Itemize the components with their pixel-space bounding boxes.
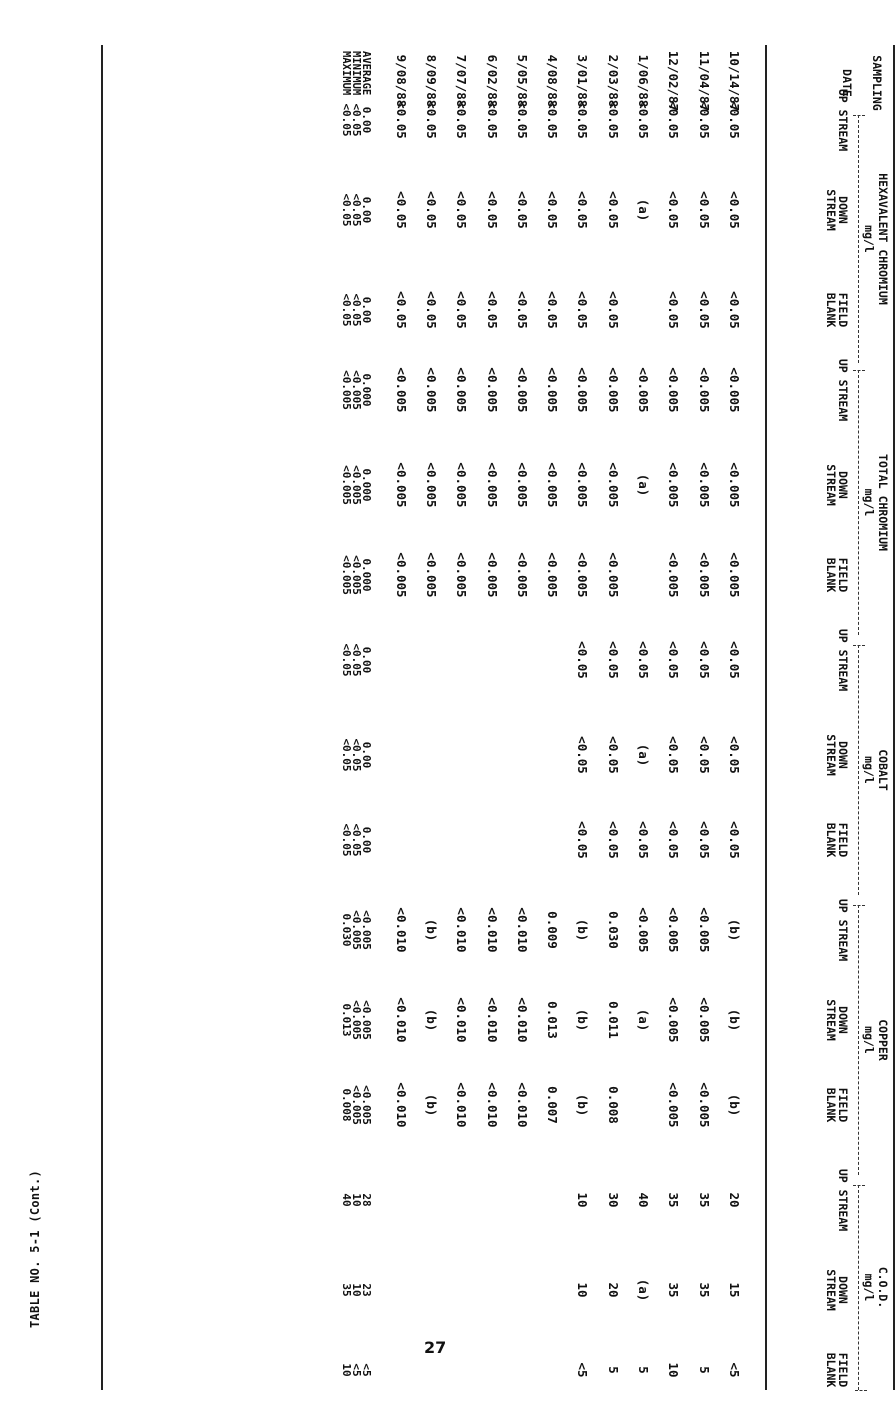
table-cell: <0.05 xyxy=(514,291,530,329)
summary-cell: 0.00 <0.05 <0.05 xyxy=(340,643,373,677)
table-cell: <0.05 xyxy=(454,291,470,329)
table-cell: <0.005 xyxy=(424,462,439,508)
table-cell: <0.005 xyxy=(514,462,530,508)
table-cell: <0.010 xyxy=(514,997,530,1043)
table-cell: <0.005 xyxy=(696,552,712,598)
subcol-header-4-0: UP STREAM xyxy=(836,1168,850,1232)
table-cell: <0.005 xyxy=(666,907,682,953)
table-cell: <0.005 xyxy=(454,462,470,508)
table-cell: 0.011 xyxy=(605,1001,621,1039)
table-cell: <0.005 xyxy=(666,997,682,1043)
table-cell: <0.05 xyxy=(696,821,712,859)
table-cell: <0.05 xyxy=(605,291,621,329)
subcol-header-4-1: DOWN STREAM xyxy=(824,1269,850,1311)
table-cell: <0.005 xyxy=(454,367,470,413)
table-cell: (b) xyxy=(575,918,591,942)
subcol-header-3-1: DOWN STREAM xyxy=(824,999,850,1041)
table-cell: <0.005 xyxy=(696,1082,712,1128)
table-cell: <0.05 xyxy=(727,641,742,679)
table-cell: <0.05 xyxy=(454,101,470,139)
table-cell: (b) xyxy=(424,1093,439,1117)
table-cell: (b) xyxy=(575,1093,591,1117)
table-cell: <0.005 xyxy=(605,367,621,413)
data-table xyxy=(95,45,895,1388)
subcol-header-2-2: FIELD BLANK xyxy=(824,822,850,858)
subcol-header-1-2: FIELD BLANK xyxy=(824,557,850,593)
date-cell: 4/08/88 xyxy=(545,54,561,108)
table-cell: <0.005 xyxy=(514,367,530,413)
table-cell: <0.005 xyxy=(454,552,470,598)
table-cell: 20 xyxy=(727,1192,742,1208)
table-cell: <0.05 xyxy=(424,291,439,329)
table-cell: (b) xyxy=(727,1008,742,1032)
table-cell: <5 xyxy=(575,1362,591,1378)
table-cell: <0.010 xyxy=(393,997,409,1043)
date-cell: 1/06/88 xyxy=(636,54,652,108)
table-cell: <0.005 xyxy=(545,552,561,598)
table-cell: <0.05 xyxy=(666,641,682,679)
table-cell: <0.005 xyxy=(424,552,439,598)
table-cell: <0.005 xyxy=(696,367,712,413)
table-cell: (b) xyxy=(424,918,439,942)
summary-cell: <0.005 <0.005 0.030 xyxy=(340,910,373,950)
group-divider-2 xyxy=(858,645,859,895)
subcol-header-0-0: UP STREAM xyxy=(836,88,850,152)
group-tick-1 xyxy=(853,370,865,371)
table-cell: (a) xyxy=(636,1008,652,1032)
table-cell: <0.05 xyxy=(727,736,742,774)
group-tick-2 xyxy=(853,645,865,646)
page-number: 27 xyxy=(424,1338,447,1357)
subcol-header-2-0: UP STREAM xyxy=(836,628,850,692)
table-cell: 10 xyxy=(666,1362,682,1378)
table-cell: <0.05 xyxy=(575,641,591,679)
subcol-header-0-2: FIELD BLANK xyxy=(824,292,850,328)
summary-cell: 0.00 <0.05 <0.05 xyxy=(340,738,373,772)
table-cell: <0.05 xyxy=(666,291,682,329)
summary-cell: 0.00 <0.05 <0.05 xyxy=(340,193,373,227)
table-cell: <0.05 xyxy=(605,821,621,859)
table-cell: <0.005 xyxy=(696,997,712,1043)
table-cell: <0.010 xyxy=(393,907,409,953)
subcol-header-4-2: FIELD BLANK xyxy=(824,1352,850,1388)
group-unit-3: mg/l xyxy=(862,1026,876,1054)
table-cell: <0.05 xyxy=(666,191,682,229)
table-cell: <0.010 xyxy=(514,907,530,953)
table-cell: 35 xyxy=(666,1282,682,1298)
group-divider-1 xyxy=(858,370,859,635)
table-cell: <0.05 xyxy=(696,641,712,679)
summary-cell: 0.00 <0.05 <0.05 xyxy=(340,293,373,327)
table-cell: 0.013 xyxy=(545,1001,561,1039)
summary-cell: <0.005 <0.005 0.008 xyxy=(340,1085,373,1125)
table-cell: 0.008 xyxy=(605,1086,621,1124)
table-cell: <0.05 xyxy=(696,291,712,329)
table-cell: <0.005 xyxy=(666,367,682,413)
group-divider-4 xyxy=(858,1185,859,1390)
table-cell: 20 xyxy=(605,1282,621,1298)
table-cell: <0.005 xyxy=(545,462,561,508)
table-cell: <0.05 xyxy=(636,101,652,139)
table-cell: 30 xyxy=(605,1192,621,1208)
bottom-rule xyxy=(102,45,104,1390)
table-cell: <0.005 xyxy=(575,367,591,413)
table-cell: <0.005 xyxy=(393,552,409,598)
table-cell: <0.05 xyxy=(727,291,742,329)
group-header-4: C.O.D. xyxy=(876,1266,890,1309)
table-cell: <0.005 xyxy=(727,367,742,413)
summary-cell: 0.000 <0.005 <0.005 xyxy=(340,555,373,595)
date-cell: 8/09/88 xyxy=(424,54,439,108)
group-unit-1: mg/l xyxy=(862,488,876,517)
table-cell: <0.05 xyxy=(605,191,621,229)
table-cell: <0.05 xyxy=(545,291,561,329)
summary-cell: 23 10 35 xyxy=(340,1283,373,1297)
table-cell: <0.005 xyxy=(605,462,621,508)
subcol-header-1-0: UP STREAM xyxy=(836,358,850,422)
table-cell: <0.05 xyxy=(605,101,621,139)
table-cell: <0.005 xyxy=(575,552,591,598)
table-cell: <0.05 xyxy=(545,191,561,229)
table-cell: <0.005 xyxy=(484,462,500,508)
table-cell: <0.05 xyxy=(424,191,439,229)
table-cell: <0.05 xyxy=(514,101,530,139)
table-cell: 35 xyxy=(696,1192,712,1208)
table-cell: <0.005 xyxy=(393,367,409,413)
table-cell: 35 xyxy=(696,1282,712,1298)
table-cell: <0.005 xyxy=(636,367,652,413)
date-cell: 5/05/88 xyxy=(514,54,530,108)
header-rule xyxy=(765,45,767,1390)
table-cell: <0.05 xyxy=(575,191,591,229)
table-cell: <0.05 xyxy=(393,191,409,229)
table-cell: (b) xyxy=(575,1008,591,1032)
table-cell: <5 xyxy=(727,1362,742,1378)
table-cell: (b) xyxy=(727,1093,742,1117)
date-cell: 12/02/87 xyxy=(666,50,682,112)
table-cell: (a) xyxy=(636,1278,652,1302)
table-cell: <0.005 xyxy=(514,552,530,598)
group-tick-0 xyxy=(853,115,865,116)
table-cell: 0.007 xyxy=(545,1086,561,1124)
table-cell: <0.005 xyxy=(696,462,712,508)
group-tick-4 xyxy=(853,1185,865,1186)
table-cell: (a) xyxy=(636,743,652,767)
table-cell: <0.005 xyxy=(727,552,742,598)
group-divider-0 xyxy=(858,115,859,363)
rotated-table xyxy=(95,45,895,1388)
table-cell: <0.05 xyxy=(454,191,470,229)
table-cell: <0.010 xyxy=(454,997,470,1043)
table-cell: <0.05 xyxy=(545,101,561,139)
group-header-2: COBALT xyxy=(876,749,890,791)
table-cell: <0.010 xyxy=(484,1082,500,1128)
summary-cell: 0.00 <0.05 <0.05 xyxy=(340,823,373,857)
summary-cell: 0.000 <0.005 <0.005 xyxy=(340,370,373,410)
table-cell: 0.009 xyxy=(545,911,561,949)
table-cell: <0.05 xyxy=(636,821,652,859)
date-cell: 3/01/88 xyxy=(575,54,591,108)
table-cell: <0.005 xyxy=(727,462,742,508)
table-cell: 35 xyxy=(666,1192,682,1208)
group-tick-end xyxy=(855,1390,867,1391)
table-cell: <0.05 xyxy=(605,736,621,774)
table-cell: <0.05 xyxy=(727,821,742,859)
table-cell: (b) xyxy=(424,1008,439,1032)
table-cell: <0.010 xyxy=(484,907,500,953)
table-cell: <0.05 xyxy=(484,101,500,139)
subcol-header-0-1: DOWN STREAM xyxy=(824,189,850,231)
table-cell: <0.05 xyxy=(605,641,621,679)
table-cell: 5 xyxy=(605,1366,621,1374)
table-cell: <0.05 xyxy=(393,291,409,329)
table-cell: (a) xyxy=(636,473,652,497)
table-cell: 5 xyxy=(636,1366,652,1374)
table-cell: <0.010 xyxy=(514,1082,530,1128)
table-cell: 10 xyxy=(575,1192,591,1208)
group-header-0: HEXAVALENT CHROMIUM xyxy=(876,173,890,305)
summary-cell: 0.00 <0.05 <0.05 xyxy=(340,103,373,137)
group-header-3: COPPER xyxy=(876,1019,890,1061)
table-cell: <0.05 xyxy=(696,191,712,229)
group-tick-3 xyxy=(853,905,865,906)
date-cell: 6/02/88 xyxy=(484,54,500,108)
table-cell: <0.005 xyxy=(484,552,500,598)
table-cell: <0.005 xyxy=(424,367,439,413)
table-cell: <0.05 xyxy=(696,101,712,139)
table-cell: 40 xyxy=(636,1192,652,1208)
table-cell: <0.010 xyxy=(454,1082,470,1128)
date-cell: 9/08/88 xyxy=(393,54,409,108)
table-cell: <0.05 xyxy=(666,821,682,859)
table-cell: <0.05 xyxy=(575,291,591,329)
table-cell: <0.005 xyxy=(696,907,712,953)
summary-cell: 0.000 <0.005 <0.005 xyxy=(340,465,373,505)
table-cell: 5 xyxy=(696,1366,712,1374)
group-divider-3 xyxy=(858,905,859,1175)
table-cell: <0.05 xyxy=(727,191,742,229)
summary-cell: <5 <5 10 xyxy=(340,1363,373,1377)
table-cell: <0.05 xyxy=(727,101,742,139)
summary-cell: <0.005 <0.005 0.013 xyxy=(340,1000,373,1040)
group-unit-2: mg/l xyxy=(862,756,876,784)
table-cell: <0.05 xyxy=(393,101,409,139)
group-header-1: TOTAL CHROMIUM xyxy=(876,454,890,551)
table-cell: <0.05 xyxy=(484,291,500,329)
table-cell: <0.05 xyxy=(575,821,591,859)
date-cell: 10/14/87 xyxy=(727,50,742,112)
table-cell: 0.030 xyxy=(605,911,621,949)
table-cell: <0.05 xyxy=(666,101,682,139)
table-cell: 15 xyxy=(727,1282,742,1298)
subcol-header-3-0: UP STREAM xyxy=(836,898,850,962)
table-cell: <0.010 xyxy=(484,997,500,1043)
table-cell: <0.05 xyxy=(575,736,591,774)
table-cell: <0.005 xyxy=(666,1082,682,1128)
table-cell: <0.05 xyxy=(484,191,500,229)
table-cell: (a) xyxy=(636,198,652,222)
table-cell: <0.05 xyxy=(696,736,712,774)
table-cell: <0.005 xyxy=(636,907,652,953)
table-cell: <0.005 xyxy=(484,367,500,413)
table-cell: <0.010 xyxy=(454,907,470,953)
date-cell: 11/04/87 xyxy=(696,50,712,112)
table-cell: <0.005 xyxy=(545,367,561,413)
table-cell: <0.05 xyxy=(514,191,530,229)
date-cell: 2/03/88 xyxy=(605,54,621,108)
table-cell: <0.005 xyxy=(393,462,409,508)
table-cell: <0.05 xyxy=(636,641,652,679)
group-unit-0: mg/l xyxy=(862,225,876,253)
row-header-bottom: DATE xyxy=(840,69,854,97)
subcol-header-2-1: DOWN STREAM xyxy=(824,734,850,776)
table-cell: <0.005 xyxy=(605,552,621,598)
table-cell: <0.005 xyxy=(666,552,682,598)
summary-labels: AVERAGE MINIMUM MAXIMUM xyxy=(340,51,372,96)
subcol-header-1-1: DOWN STREAM xyxy=(824,464,850,506)
table-cell: <0.05 xyxy=(575,101,591,139)
table-cell: <0.05 xyxy=(424,101,439,139)
table-caption: TABLE NO. 5-1 (Cont.) xyxy=(28,1169,42,1328)
group-unit-4: mg/l xyxy=(862,1273,876,1302)
table-cell: <0.005 xyxy=(575,462,591,508)
subcol-header-3-2: FIELD BLANK xyxy=(824,1087,850,1123)
table-cell: <0.05 xyxy=(666,736,682,774)
date-cell: 7/07/88 xyxy=(454,54,470,108)
table-cell: 10 xyxy=(575,1282,591,1298)
table-cell: <0.010 xyxy=(393,1082,409,1128)
table-cell: (b) xyxy=(727,918,742,942)
row-header-top: SAMPLING xyxy=(870,55,884,111)
table-cell: <0.005 xyxy=(666,462,682,508)
summary-cell: 28 10 40 xyxy=(340,1193,373,1207)
